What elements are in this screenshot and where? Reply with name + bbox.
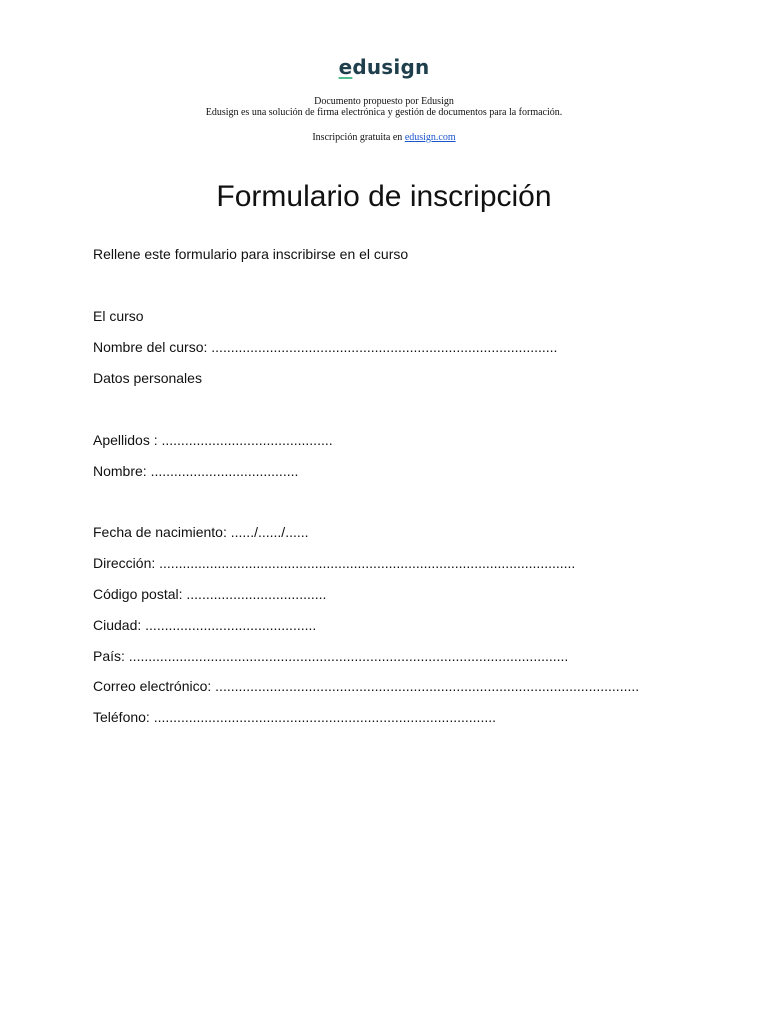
edusign-logo xyxy=(0,55,768,79)
birth-date-field: Fecha de nacimiento: ....../....../...... xyxy=(93,524,309,540)
description-line: Edusign es una solución de firma electrónica y gestión de documentos para la formación. xyxy=(205,107,563,118)
personal-data-heading: Datos personales xyxy=(93,370,202,386)
last-name-field: Apellidos : ............................................ xyxy=(93,432,333,448)
country-field: País: ................................................................................................................. xyxy=(93,648,569,664)
city-field: Ciudad: ............................................ xyxy=(93,617,317,633)
postal-code-field: Código postal: .................................... xyxy=(93,586,327,602)
address-field: Dirección: ........................................................................................................... xyxy=(93,555,576,571)
logo-letter-e: e xyxy=(338,55,353,79)
signup-link[interactable]: edusign.com xyxy=(404,132,456,143)
phone-field: Teléfono: ........................................................................................ xyxy=(93,709,496,725)
intro-text: Rellene este formulario para inscribirse en el curso xyxy=(93,246,409,262)
proposed-by-line: Documento propuesto por Edusign xyxy=(314,96,454,107)
section-course-heading: El curso xyxy=(93,308,144,324)
logo-wordmark-rest: dusign xyxy=(352,55,430,79)
page-title: Formulario de inscripción xyxy=(216,180,552,213)
first-name-field: Nombre: ...................................... xyxy=(93,463,299,479)
course-name-field: Nombre del curso: ......................................................................................... xyxy=(93,339,558,355)
signup-line xyxy=(0,132,768,143)
signup-text: Inscripción gratuita en xyxy=(312,132,405,143)
email-field: Correo electrónico: ............................................................................................................. xyxy=(93,678,640,694)
